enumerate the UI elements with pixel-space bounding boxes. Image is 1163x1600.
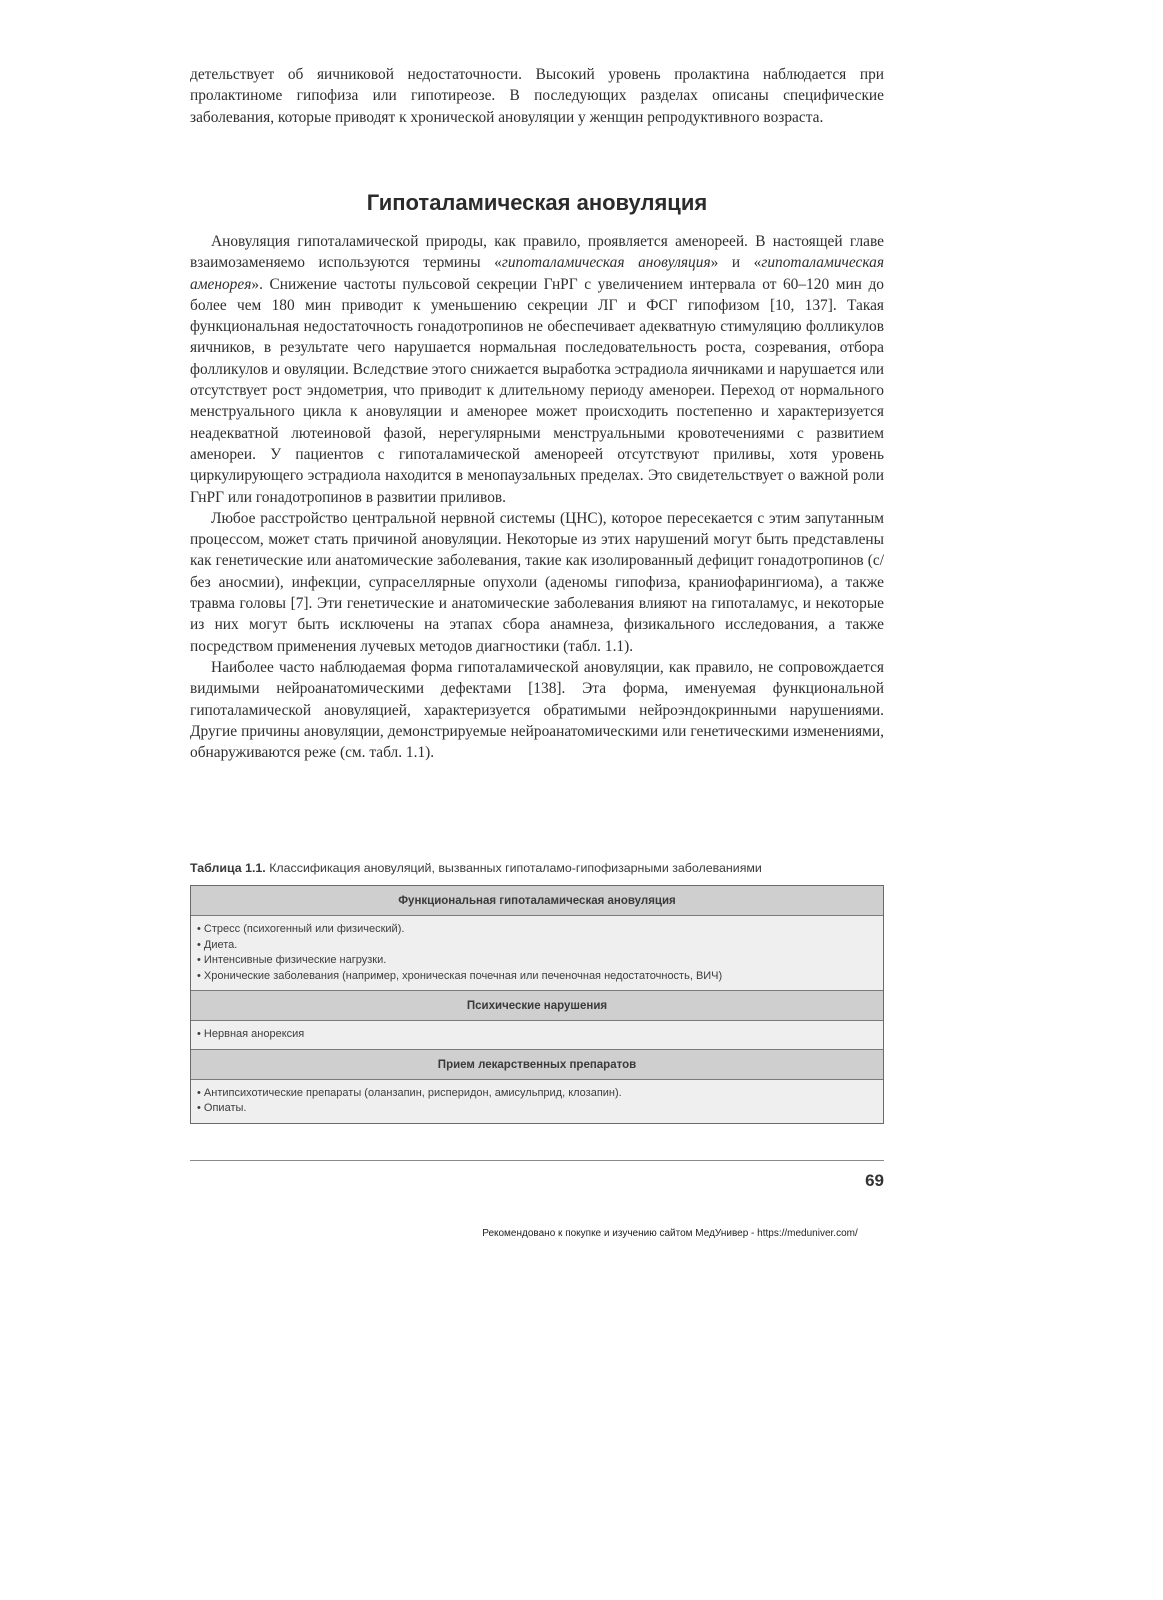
table-section-body (191, 916, 883, 991)
table-section-body (191, 1021, 883, 1050)
paragraph-1-part1: Ановуляция гипоталамической природы, как правило, проявляется аменореей. В настоящей главе взаимозаменяемо используются термины « (190, 233, 884, 272)
table-list-item: • Стресс (психогенный или физический). (197, 922, 875, 938)
watermark-text: Рекомендовано к покупке и изучению сайтом МедУнивер - https://meduniver.com/ (482, 1228, 858, 1239)
classification-table (190, 885, 884, 1124)
table-list-item: • Интенсивные физические нагрузки. (197, 953, 875, 969)
table-list-item: • Диета. (197, 938, 875, 954)
section-heading: Гипоталамическая ановуляция (366, 190, 708, 215)
table-list-item: • Опиаты. (197, 1101, 875, 1117)
intro-paragraph: детельствует об яичниковой недостаточности. Высокий уровень пролактина наблюдается при пролактиноме гипофиза или гипотиреозе. В последующих разделах описаны специфические заболевания, которые приводят к хронической ановуляции у женщин репродуктивного возраста. (190, 66, 884, 126)
table-list-item: • Антипсихотические препараты (оланзапин, рисперидон, амисульприд, клозапин). (197, 1086, 875, 1102)
table-section-body (191, 1080, 883, 1123)
table-section-header: Прием лекарственных препаратов (191, 1050, 883, 1080)
table-section-header: Функциональная гипоталамическая ановуляция (191, 886, 883, 916)
paragraph-1 (190, 231, 884, 508)
table-list-item: • Нервная анорексия (197, 1027, 875, 1043)
paragraph-1-part3: ». Снижение частоты пульсовой секреции ГнРГ с увеличением интервала от 60–120 мин до более чем 180 мин приводит к уменьшению секреции ЛГ и ФСГ гипофизом [10, 137]. Такая функциональная недостаточность гонадотропинов не обеспечивает адекватную стимуляцию фолликулов яичников, в результате чего нарушается нормальная последовательность роста, созревания, отбора фолликулов и овуляции. Вследствие этого снижается выработка эстрадиола яичниками и нарушается или отсутствует рост эндометрия, что приводит к длительному периоду аменореи. Переход от нормального менструального цикла к ановуляции и аменорее может происходить постепенно и характеризуется неадекватной лютеиновой фазой, нерегулярными менструальными кровотечениями с развитием аменореи. У пациентов с гипоталамической аменореей отсутствуют приливы, хотя уровень циркулирующего эстрадиола находится в менопаузальных пределах. Это свидетельствует о важной роли ГнРГ или гонадотропинов в развитии приливов. (190, 275, 884, 506)
page-number: 69 (865, 1171, 884, 1190)
intro-block (190, 64, 884, 128)
body-text (190, 231, 884, 763)
term-hypothalamic-anovulation: гипоталамическая ановуляция (501, 254, 711, 272)
paragraph-1-part2: » и « (710, 254, 762, 272)
table-caption-label: Таблица 1.1. (190, 861, 266, 875)
term-hypothalamic-amenorrhea: гипоталамическая аменорея (190, 254, 884, 293)
table-list-item: • Хронические заболевания (например, хроническая почечная или печеночная недостаточность, ВИЧ) (197, 969, 875, 985)
table-caption-text: Классификация ановуляций, вызванных гипоталамо-гипофизарными заболеваниями (265, 861, 762, 875)
table-section-header: Психические нарушения (191, 991, 883, 1021)
table-caption (190, 861, 890, 875)
paragraph-2: Любое расстройство центральной нервной системы (ЦНС), которое пересекается с этим запутанным процессом, может стать причиной ановуляции. Некоторые из этих нарушений могут быть представлены как генетические или анатомические заболевания, такие как изолированный дефицит гонадотропинов (с/без аносмии), инфекции, супраселлярные опухоли (аденомы гипофиза, краниофарингиома), а также травма головы [7]. Эти генетические и анатомические заболевания влияют на гипоталамус, и некоторые из них могут быть исключены на этапах сбора анамнеза, физикального исследования, а также посредством применения лучевых методов диагностики (табл. 1.1). (190, 509, 884, 655)
footer-rule (190, 1160, 884, 1161)
paragraph-3: Наиболее часто наблюдаемая форма гипоталамической ановуляции, как правило, не сопровождается видимыми нейроанатомическими дефектами [138]. Эта форма, именуемая функциональной гипоталамической ановуляцией, характеризуется обратимыми нейроэндокринными нарушениями. Другие причины ановуляции, демонстрируемые нейроанатомическими или генетическими изменениями, обнаруживаются реже (см. табл. 1.1). (190, 658, 884, 762)
